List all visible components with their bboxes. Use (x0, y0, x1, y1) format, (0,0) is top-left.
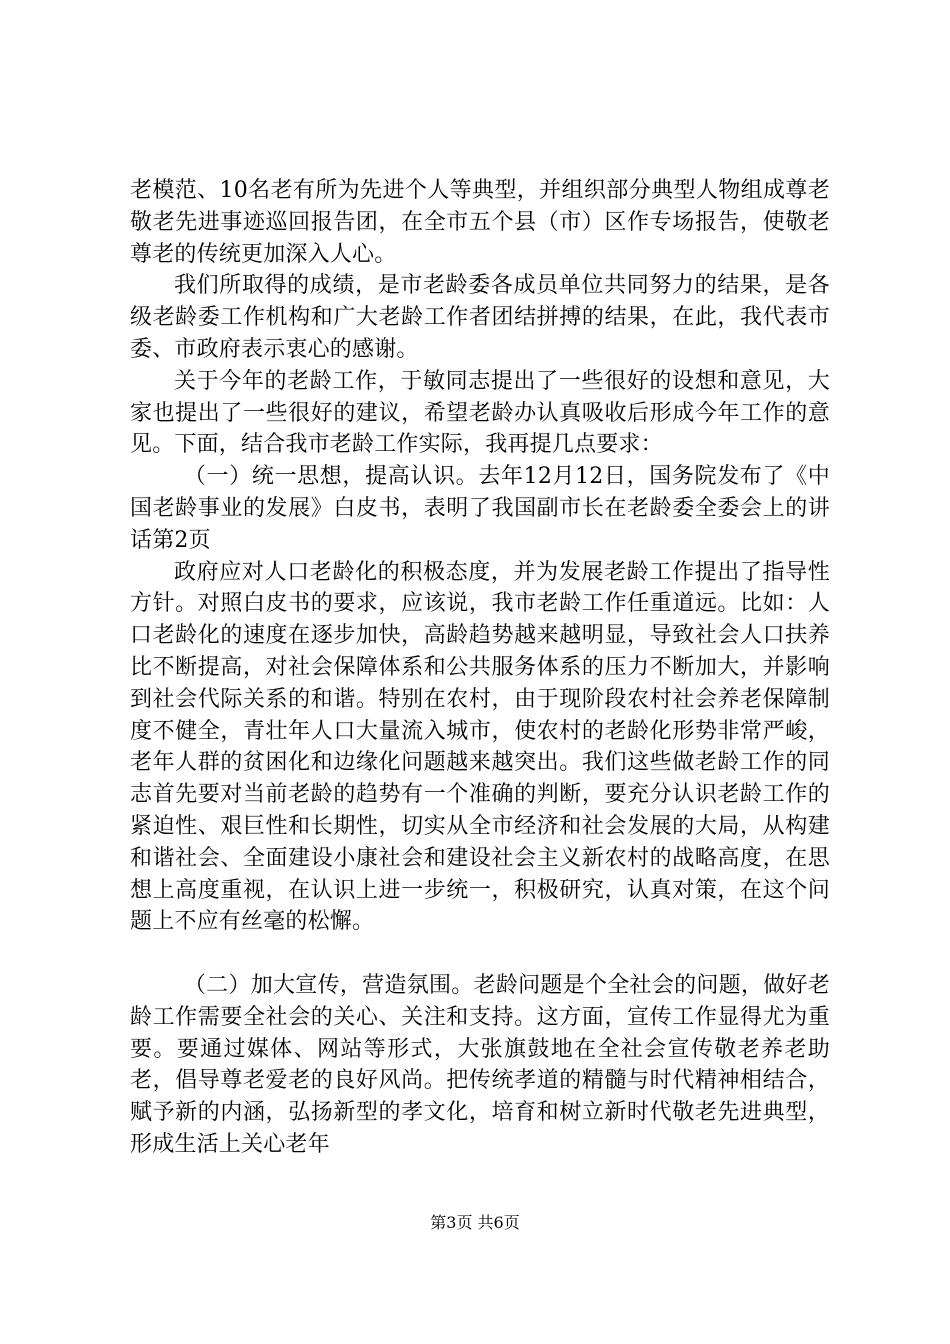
paragraph-government-response: 政府应对人口老龄化的积极态度，并为发展老龄工作提出了指导性方针。对照白皮书的要求，应该说，我市老龄工作任重道远。比如：人口老龄化的速度在逐步加快，高龄趋势越来越明显，导致社会人口扶养比不断提高，对社会保障体系和公共服务体系的压力不断加大，并影响到社会代际关系的和谐。特别在农村，由于现阶段农村社会养老保障制度不健全，青壮年人口大量流入城市，使农村的老龄化形势非常严峻，老年人群的贫困化和边缘化问题越来越突出。我们这些做老龄工作的同志首先要对当前老龄的趋势有一个准确的判断，要充分认识老龄工作的紧迫性、艰巨性和长期性，切实从全市经济和社会发展的大局，从构建和谐社会、全面建设小康社会和建设社会主义新农村的战略高度，在思想上高度重视，在认识上进一步统一，积极研究，认真对策，在这个问题上不应有丝毫的松懈。 (130, 559, 830, 935)
paragraph-achievements: 我们所取得的成绩，是市老龄委各成员单位共同努力的结果，是各级老龄委工作机构和广大老龄工作者团结拼搏的结果，在此，我代表市委、市政府表示衷心的感谢。 (130, 273, 830, 362)
paragraph-this-year-work: 关于今年的老龄工作，于敏同志提出了一些很好的设想和意见，大家也提出了一些很好的建议，希望老龄办认真吸收后形成今年工作的意见。下面，结合我市老龄工作实际，我再提几点要求： (130, 368, 830, 458)
paragraph-section-two: （二）加大宣传，营造氛围。老龄问题是个全社会的问题，做好老龄工作需要全社会的关心、关注和支持。这方面，宣传工作显得尤为重要。要通过媒体、网站等形式，大张旗鼓地在全社会宣传敬老养老助老，倡导尊老爱老的良好风尚。把传统孝道的精髓与时代精神相结合，赋予新的内涵，弘扬新型的孝文化，培育和树立新时代敬老先进典型，形成生活上关心老年 (130, 972, 830, 1157)
paragraph-continuation: 老模范、10名老有所为先进个人等典型，并组织部分典型人物组成尊老敬老先进事迹巡回报告团，在全市五个县（市）区作专场报告，使敬老尊老的传统更加深入人心。 (130, 178, 830, 267)
paragraph-section-one: （一）统一思想，提高认识。去年12月12日，国务院发布了《中国老龄事业的发展》白皮书，表明了我国副市长在老龄委全委会上的讲话第2页 (130, 464, 830, 553)
document-body (130, 175, 830, 1161)
page-number-footer: 第3页 共6页 (430, 1213, 520, 1232)
